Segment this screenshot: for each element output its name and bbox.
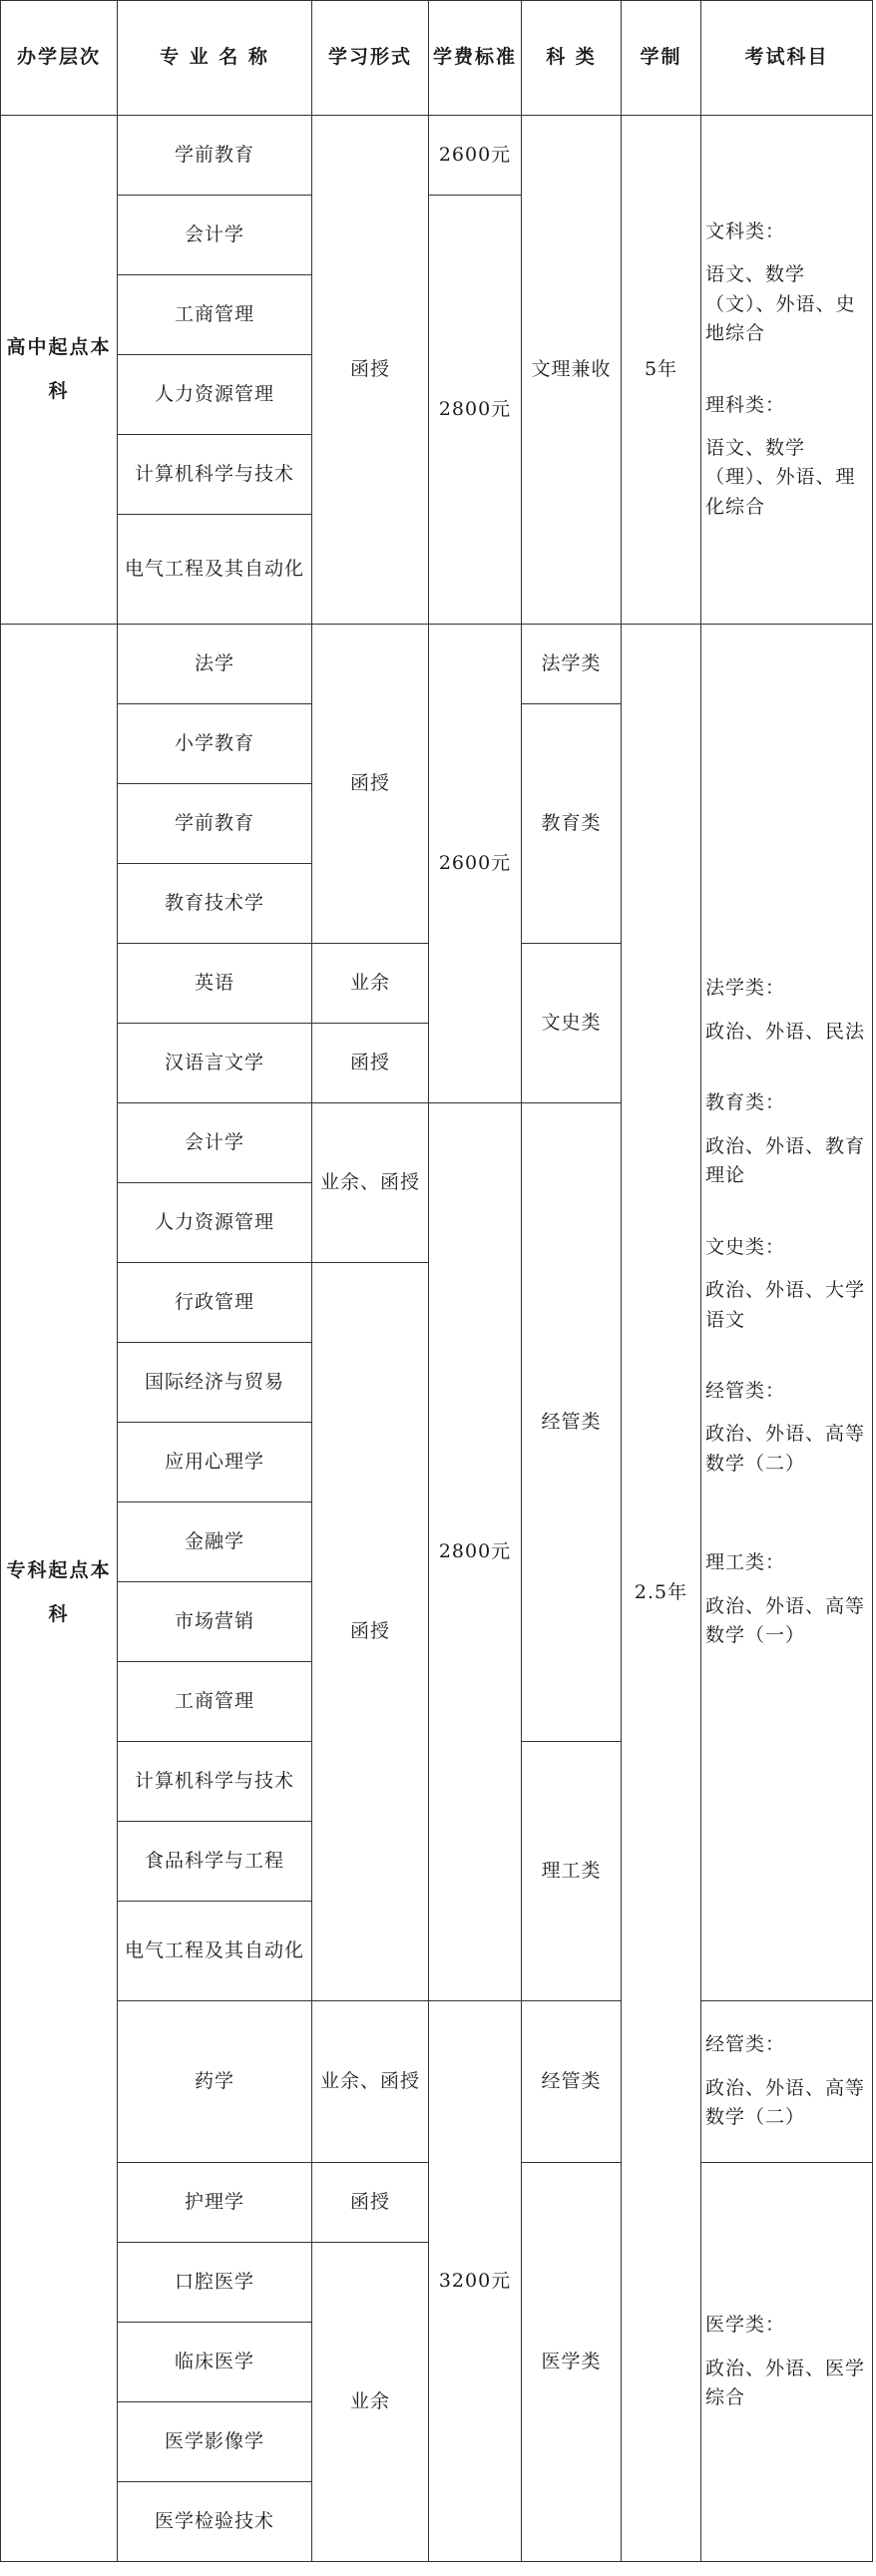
table-row xyxy=(1,625,873,704)
major-cell: 食品科学与工程 xyxy=(118,1822,312,1902)
study-form-cell: 函授 xyxy=(312,625,429,944)
category-cell: 文史类 xyxy=(522,944,622,1103)
level-cell-zhuanqi xyxy=(1,625,118,2562)
major-cell: 教育技术学 xyxy=(118,864,312,944)
header-category: 科 类 xyxy=(522,1,622,116)
header-major: 专 业 名 称 xyxy=(118,1,312,116)
category-cell: 法学类 xyxy=(522,625,622,704)
subject-group-list: 政治、外语、教育理论 xyxy=(705,1134,866,1187)
major-cell: 护理学 xyxy=(118,2163,312,2243)
subject-group xyxy=(705,391,868,523)
subject-group-title: 经管类： xyxy=(705,1379,786,1402)
subject-group-list: 政治、外语、大学语文 xyxy=(705,1279,866,1331)
subject-group-title: 文史类： xyxy=(705,1235,786,1258)
subject-group-title: 经管类： xyxy=(705,2033,786,2056)
subject-group-title: 文科类： xyxy=(705,219,786,242)
subjects-cell-pharmacy xyxy=(701,2001,873,2163)
header-level: 办学层次 xyxy=(1,1,118,116)
study-form-cell: 业余、函授 xyxy=(312,1103,429,1263)
header-fee: 学费标准 xyxy=(429,1,522,116)
subject-group-list: 政治、外语、高等数学（一） xyxy=(705,1594,866,1647)
major-cell: 学前教育 xyxy=(118,116,312,196)
subject-group xyxy=(705,217,868,349)
subject-group xyxy=(705,2030,868,2132)
category-cell: 医学类 xyxy=(522,2163,622,2562)
level-cell-gaoqi xyxy=(1,116,118,625)
study-form-cell: 业余 xyxy=(312,944,429,1024)
major-cell: 法学 xyxy=(118,625,312,704)
major-cell: 人力资源管理 xyxy=(118,355,312,435)
major-cell: 工商管理 xyxy=(118,275,312,355)
header-row xyxy=(1,1,873,116)
major-cell: 会计学 xyxy=(118,1103,312,1183)
subject-group xyxy=(705,974,868,1047)
major-cell: 行政管理 xyxy=(118,1263,312,1343)
category-cell: 理工类 xyxy=(522,1742,622,2001)
study-form-cell: 函授 xyxy=(312,1263,429,2001)
duration-cell: 5年 xyxy=(622,116,701,625)
fee-cell: 2600元 xyxy=(429,116,522,196)
major-cell: 会计学 xyxy=(118,196,312,275)
subjects-cell-zhuanqi-main xyxy=(701,625,873,2001)
subject-group-list: 政治、外语、高等数学（二） xyxy=(705,2076,866,2129)
major-cell: 市场营销 xyxy=(118,1582,312,1662)
major-cell: 金融学 xyxy=(118,1503,312,1582)
fee-cell: 3200元 xyxy=(429,2001,522,2562)
subject-group-list: 政治、外语、高等数学（二） xyxy=(705,1423,866,1475)
fee-cell: 2800元 xyxy=(429,1103,522,2001)
study-form-cell: 业余 xyxy=(312,2243,429,2562)
major-cell: 医学检验技术 xyxy=(118,2482,312,2562)
study-form-cell: 业余、函授 xyxy=(312,2001,429,2163)
header-duration: 学制 xyxy=(622,1,701,116)
subject-group-title: 医学类： xyxy=(705,2314,786,2337)
subject-group-list: 语文、数学（理）、外语、理化综合 xyxy=(705,436,856,518)
study-form-cell: 函授 xyxy=(312,2163,429,2243)
subject-group xyxy=(705,1233,868,1335)
major-cell: 英语 xyxy=(118,944,312,1024)
subject-group xyxy=(705,1088,868,1190)
subject-group-title: 法学类： xyxy=(705,977,786,1000)
header-study-form: 学习形式 xyxy=(312,1,429,116)
subject-group xyxy=(705,2311,868,2412)
subject-group xyxy=(705,1548,868,1650)
subject-group-title: 理工类： xyxy=(705,1551,786,1574)
subject-group-list: 政治、外语、民法 xyxy=(705,1020,866,1043)
major-cell: 临床医学 xyxy=(118,2323,312,2402)
header-subjects: 考试科目 xyxy=(701,1,873,116)
table-row xyxy=(1,116,873,196)
subject-group xyxy=(705,1377,868,1479)
category-cell: 经管类 xyxy=(522,2001,622,2163)
study-form-cell: 函授 xyxy=(312,1024,429,1103)
major-cell: 药学 xyxy=(118,2001,312,2163)
major-cell: 电气工程及其自动化 xyxy=(118,515,312,625)
subject-group-list: 政治、外语、医学综合 xyxy=(705,2357,866,2409)
subject-group-title: 教育类： xyxy=(705,1091,786,1114)
major-cell: 汉语言文学 xyxy=(118,1024,312,1103)
major-cell: 国际经济与贸易 xyxy=(118,1343,312,1423)
category-cell: 经管类 xyxy=(522,1103,622,1742)
subject-group-list: 语文、数学（文）、外语、史地综合 xyxy=(705,263,856,345)
subjects-cell-medical xyxy=(701,2163,873,2562)
fee-cell: 2800元 xyxy=(429,196,522,625)
level-label: 高中起点本科 xyxy=(6,335,112,402)
major-cell: 电气工程及其自动化 xyxy=(118,1902,312,2001)
major-cell: 计算机科学与技术 xyxy=(118,435,312,515)
major-cell: 工商管理 xyxy=(118,1662,312,1742)
major-cell: 人力资源管理 xyxy=(118,1183,312,1263)
subject-group-title: 理科类： xyxy=(705,393,786,416)
major-cell: 计算机科学与技术 xyxy=(118,1742,312,1822)
fee-cell: 2600元 xyxy=(429,625,522,1103)
major-cell: 应用心理学 xyxy=(118,1423,312,1503)
category-cell: 文理兼收 xyxy=(522,116,622,625)
category-cell: 教育类 xyxy=(522,704,622,944)
major-cell: 学前教育 xyxy=(118,784,312,864)
duration-cell: 2.5年 xyxy=(622,625,701,2562)
level-label: 专科起点本科 xyxy=(6,1558,112,1625)
subjects-cell-gaoqi xyxy=(701,116,873,625)
major-cell: 小学教育 xyxy=(118,704,312,784)
major-cell: 医学影像学 xyxy=(118,2402,312,2482)
table-row xyxy=(1,2001,873,2163)
major-cell: 口腔医学 xyxy=(118,2243,312,2323)
study-form-cell: 函授 xyxy=(312,116,429,625)
